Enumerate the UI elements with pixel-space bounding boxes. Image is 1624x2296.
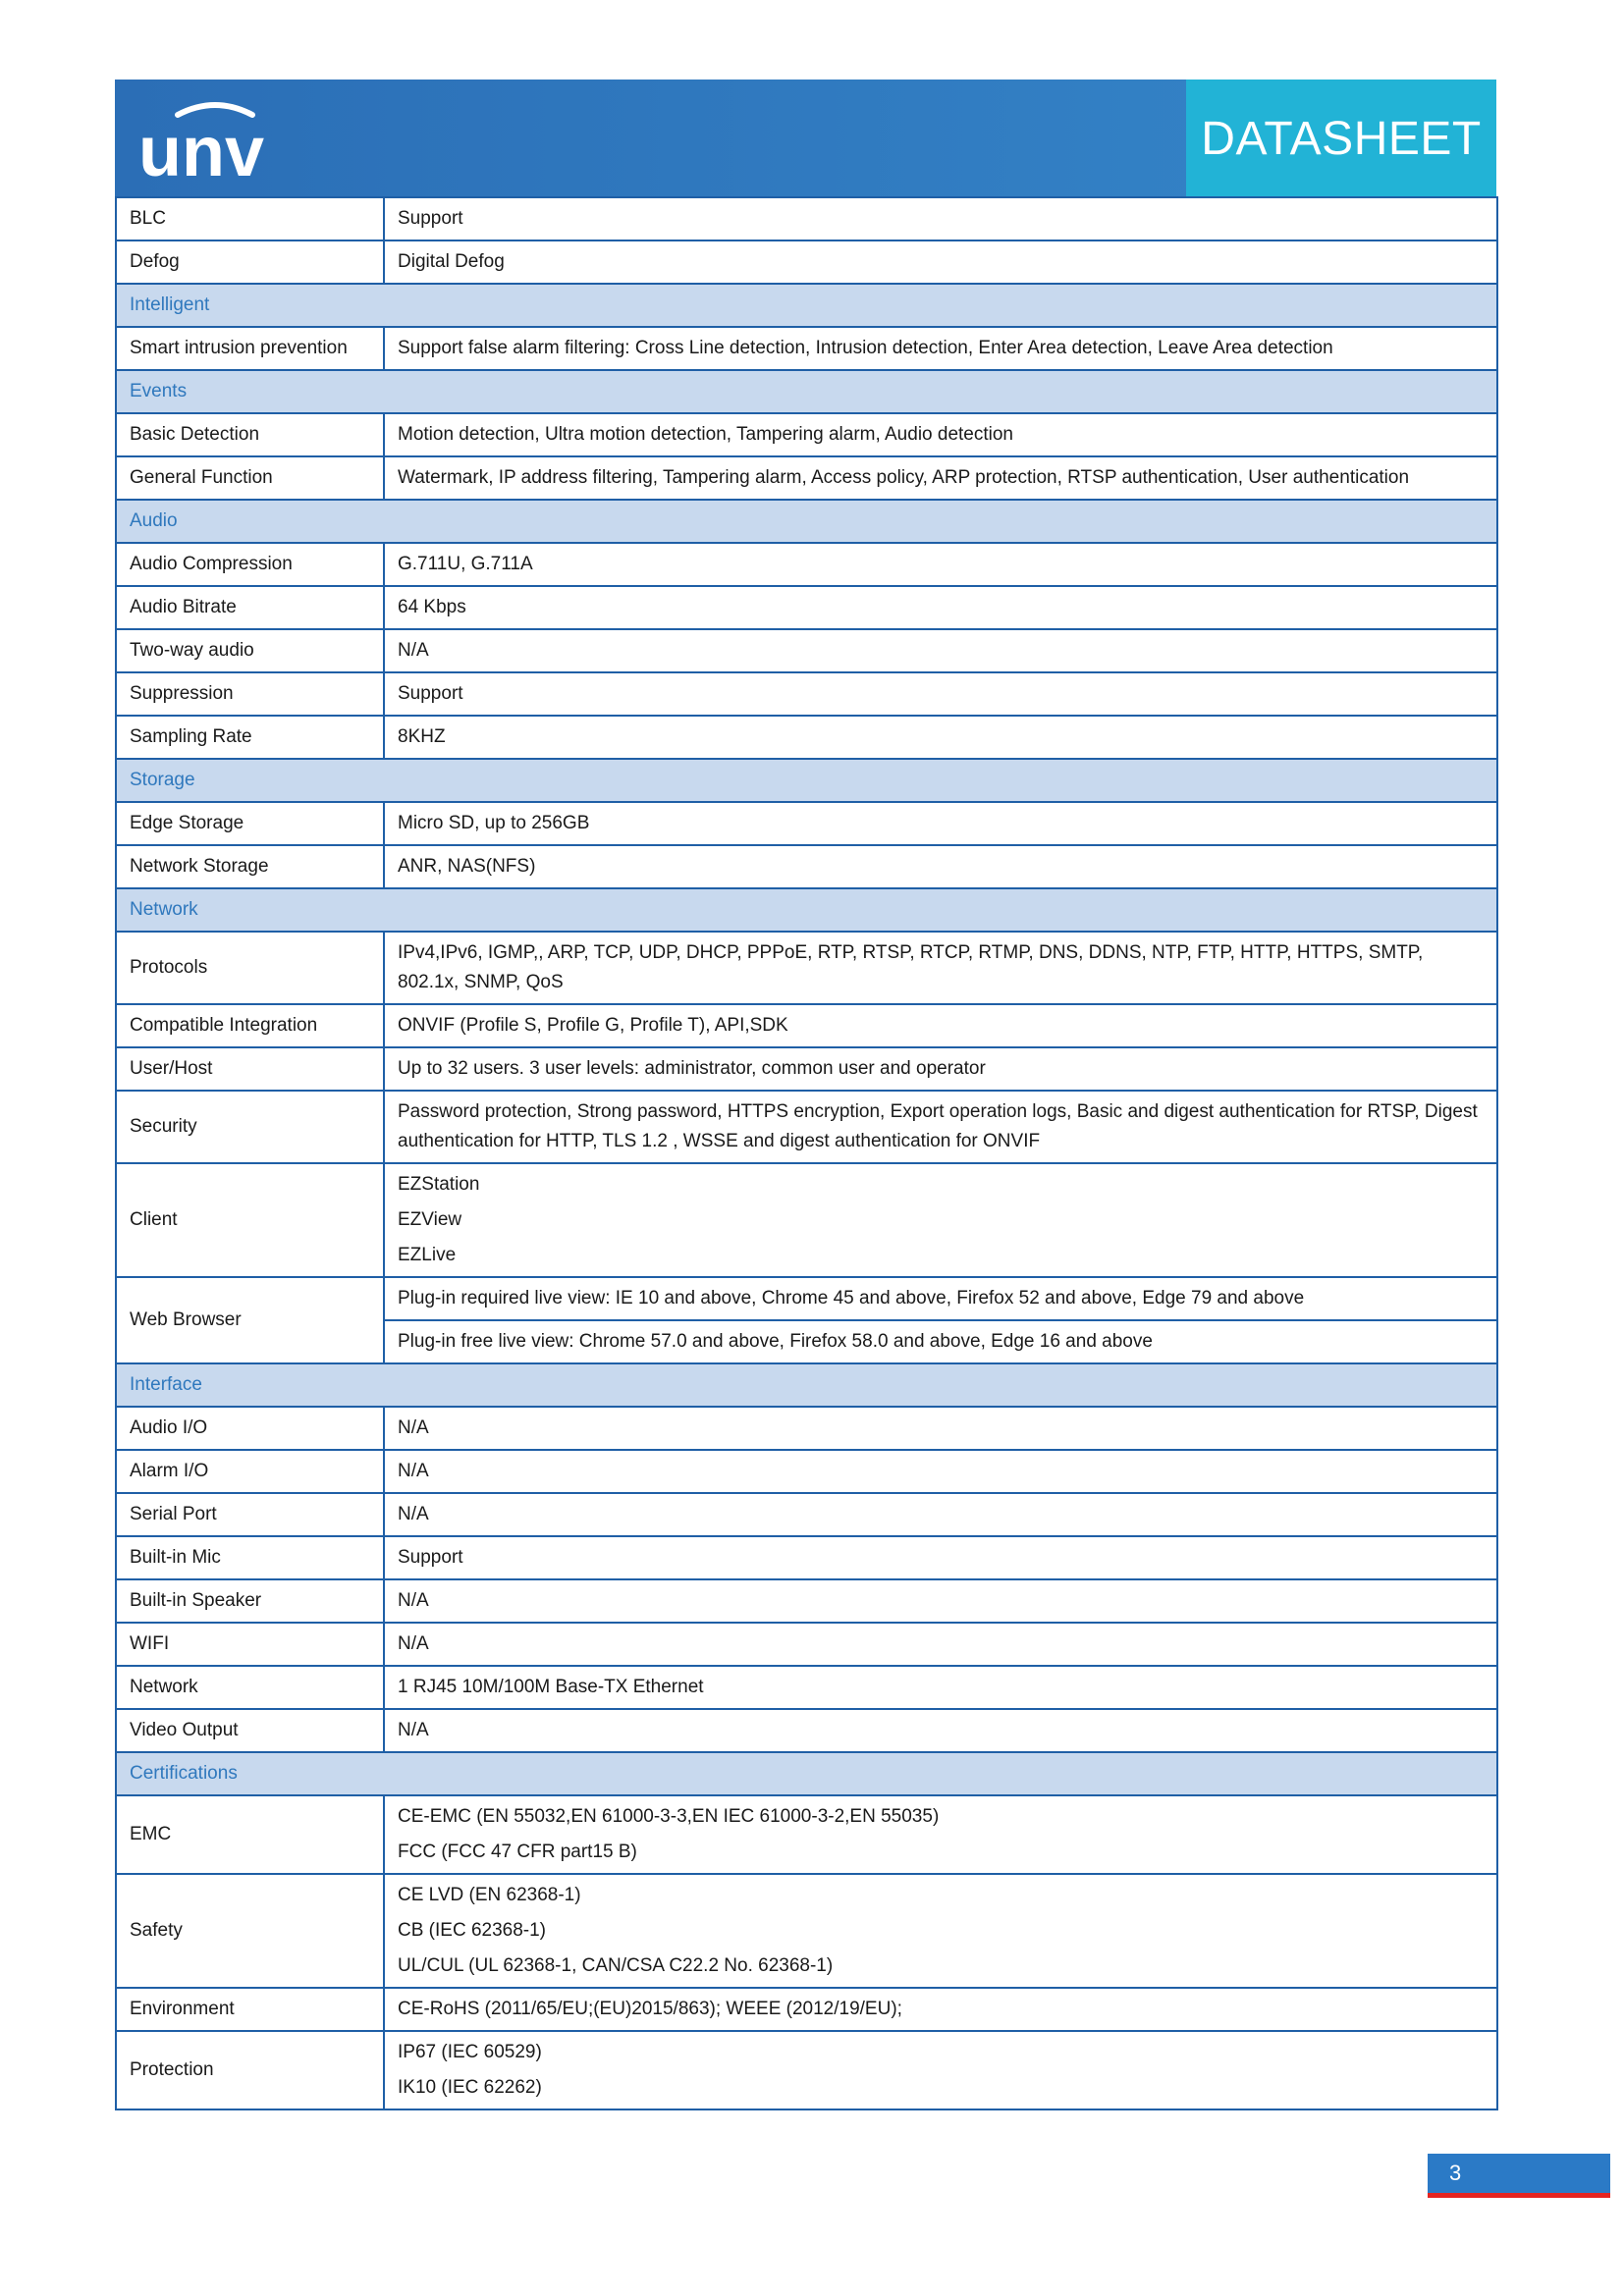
spec-value: 64 Kbps <box>384 586 1497 629</box>
spec-label: User/Host <box>116 1047 384 1091</box>
spec-value-line: IP67 (IEC 60529) <box>398 2042 542 2062</box>
section-title: Audio <box>116 500 1497 543</box>
spec-label: Client <box>116 1163 384 1277</box>
section-title: Network <box>116 888 1497 932</box>
page-number: 3 <box>1428 2154 1610 2193</box>
spec-value: Support <box>384 1536 1497 1579</box>
spec-value: ONVIF (Profile S, Profile G, Profile T), API,SDK <box>384 1004 1497 1047</box>
spec-row <box>116 1047 1497 1091</box>
section-header <box>116 1752 1497 1795</box>
spec-value: N/A <box>384 1450 1497 1493</box>
spec-value-line: CE LVD (EN 62368-1) <box>398 1885 581 1905</box>
spec-row <box>116 543 1497 586</box>
section-header <box>116 284 1497 327</box>
spec-row <box>116 1988 1497 2031</box>
spec-label: Built-in Mic <box>116 1536 384 1579</box>
spec-row <box>116 1493 1497 1536</box>
spec-label: Protection <box>116 2031 384 2109</box>
spec-row <box>116 2031 1497 2109</box>
spec-row <box>116 1091 1497 1163</box>
spec-value <box>384 1163 1497 1277</box>
spec-label: BLC <box>116 197 384 240</box>
spec-value-line: EZStation <box>398 1174 480 1195</box>
spec-label: Environment <box>116 1988 384 2031</box>
spec-value: 8KHZ <box>384 716 1497 759</box>
spec-value: G.711U, G.711A <box>384 543 1497 586</box>
spec-row <box>116 327 1497 370</box>
spec-label: Sampling Rate <box>116 716 384 759</box>
spec-value: 1 RJ45 10M/100M Base-TX Ethernet <box>384 1666 1497 1709</box>
spec-value: Plug-in required live view: IE 10 and above, Chrome 45 and above, Firefox 52 and above, Edge 79 and above <box>384 1277 1497 1320</box>
spec-value: Up to 32 users. 3 user levels: administrator, common user and operator <box>384 1047 1497 1091</box>
spec-value <box>384 1795 1497 1874</box>
spec-value-line: FCC (FCC 47 CFR part15 B) <box>398 1842 637 1862</box>
spec-value: Password protection, Strong password, HTTPS encryption, Export operation logs, Basic and digest authentication for RTSP, Digest authentication for HTTP, TLS 1.2 , WSSE and digest authentication for ONVIF <box>384 1091 1497 1163</box>
datasheet-title: DATASHEET <box>1186 80 1496 197</box>
page-number-underline <box>1428 2193 1610 2198</box>
spec-value <box>384 1874 1497 1988</box>
svg-text:unv: unv <box>138 113 265 186</box>
section-title: Storage <box>116 759 1497 802</box>
spec-label: Suppression <box>116 672 384 716</box>
spec-value: N/A <box>384 1579 1497 1623</box>
spec-label: Smart intrusion prevention <box>116 327 384 370</box>
spec-row <box>116 1795 1497 1874</box>
spec-row <box>116 1579 1497 1623</box>
spec-row <box>116 586 1497 629</box>
spec-label: WIFI <box>116 1623 384 1666</box>
spec-label: Edge Storage <box>116 802 384 845</box>
section-header <box>116 759 1497 802</box>
spec-value: N/A <box>384 1407 1497 1450</box>
spec-row <box>116 413 1497 456</box>
section-header <box>116 500 1497 543</box>
spec-label: Audio Bitrate <box>116 586 384 629</box>
spec-value: Watermark, IP address filtering, Tampering alarm, Access policy, ARP protection, RTSP authentication, User authentication <box>384 456 1497 500</box>
spec-value: Support <box>384 197 1497 240</box>
spec-label: Basic Detection <box>116 413 384 456</box>
spec-row <box>116 1623 1497 1666</box>
spec-label: Network Storage <box>116 845 384 888</box>
spec-row <box>116 629 1497 672</box>
spec-value: Digital Defog <box>384 240 1497 284</box>
spec-label: Audio Compression <box>116 543 384 586</box>
spec-label: Serial Port <box>116 1493 384 1536</box>
spec-label: Network <box>116 1666 384 1709</box>
spec-label: Compatible Integration <box>116 1004 384 1047</box>
spec-row <box>116 1450 1497 1493</box>
spec-row <box>116 1407 1497 1450</box>
spec-label: Video Output <box>116 1709 384 1752</box>
spec-value-line: IK10 (IEC 62262) <box>398 2077 542 2098</box>
spec-row <box>116 716 1497 759</box>
spec-row <box>116 1709 1497 1752</box>
spec-value: Plug-in free live view: Chrome 57.0 and above, Firefox 58.0 and above, Edge 16 and above <box>384 1320 1497 1363</box>
section-title: Certifications <box>116 1752 1497 1795</box>
spec-row <box>116 197 1497 240</box>
spec-value-line: EZView <box>398 1209 462 1230</box>
spec-value: CE-RoHS (2011/65/EU;(EU)2015/863); WEEE (2012/19/EU); <box>384 1988 1497 2031</box>
spec-row <box>116 240 1497 284</box>
spec-row <box>116 1004 1497 1047</box>
section-header <box>116 888 1497 932</box>
section-header <box>116 1363 1497 1407</box>
spec-label: Audio I/O <box>116 1407 384 1450</box>
unv-logo <box>136 97 294 186</box>
spec-label: EMC <box>116 1795 384 1874</box>
spec-row <box>116 802 1497 845</box>
spec-value: N/A <box>384 1709 1497 1752</box>
spec-value: Support <box>384 672 1497 716</box>
spec-row <box>116 1536 1497 1579</box>
section-title: Intelligent <box>116 284 1497 327</box>
spec-label: Alarm I/O <box>116 1450 384 1493</box>
spec-label: Safety <box>116 1874 384 1988</box>
spec-row <box>116 1666 1497 1709</box>
spec-label: Built-in Speaker <box>116 1579 384 1623</box>
spec-label: Web Browser <box>116 1277 384 1363</box>
spec-value: N/A <box>384 1493 1497 1536</box>
spec-label: Security <box>116 1091 384 1163</box>
spec-row <box>116 1277 1497 1320</box>
spec-table <box>115 196 1498 2110</box>
spec-value <box>384 2031 1497 2109</box>
spec-value-line: CB (IEC 62368-1) <box>398 1920 547 1941</box>
spec-row <box>116 845 1497 888</box>
spec-label: Two-way audio <box>116 629 384 672</box>
spec-value: N/A <box>384 1623 1497 1666</box>
spec-label: Defog <box>116 240 384 284</box>
spec-value-line: CE-EMC (EN 55032,EN 61000-3-3,EN IEC 61000-3-2,EN 55035) <box>398 1806 940 1827</box>
spec-value-line: UL/CUL (UL 62368-1, CAN/CSA C22.2 No. 62368-1) <box>398 1955 834 1976</box>
spec-value: Micro SD, up to 256GB <box>384 802 1497 845</box>
spec-row <box>116 672 1497 716</box>
section-title: Events <box>116 370 1497 413</box>
spec-row <box>116 1874 1497 1988</box>
page-header <box>115 80 1496 197</box>
spec-label: General Function <box>116 456 384 500</box>
spec-value-line: EZLive <box>398 1245 457 1265</box>
section-title: Interface <box>116 1363 1497 1407</box>
spec-row <box>116 1163 1497 1277</box>
spec-value: Motion detection, Ultra motion detection, Tampering alarm, Audio detection <box>384 413 1497 456</box>
spec-row <box>116 932 1497 1004</box>
spec-value: N/A <box>384 629 1497 672</box>
spec-value: ANR, NAS(NFS) <box>384 845 1497 888</box>
spec-label: Protocols <box>116 932 384 1004</box>
section-header <box>116 370 1497 413</box>
spec-value: IPv4,IPv6, IGMP,, ARP, TCP, UDP, DHCP, PPPoE, RTP, RTSP, RTCP, RTMP, DNS, DDNS, NTP, FTP, HTTP, HTTPS, SMTP, 802.1x, SNMP, QoS <box>384 932 1497 1004</box>
spec-value: Support false alarm filtering: Cross Line detection, Intrusion detection, Enter Area detection, Leave Area detection <box>384 327 1497 370</box>
spec-row <box>116 456 1497 500</box>
